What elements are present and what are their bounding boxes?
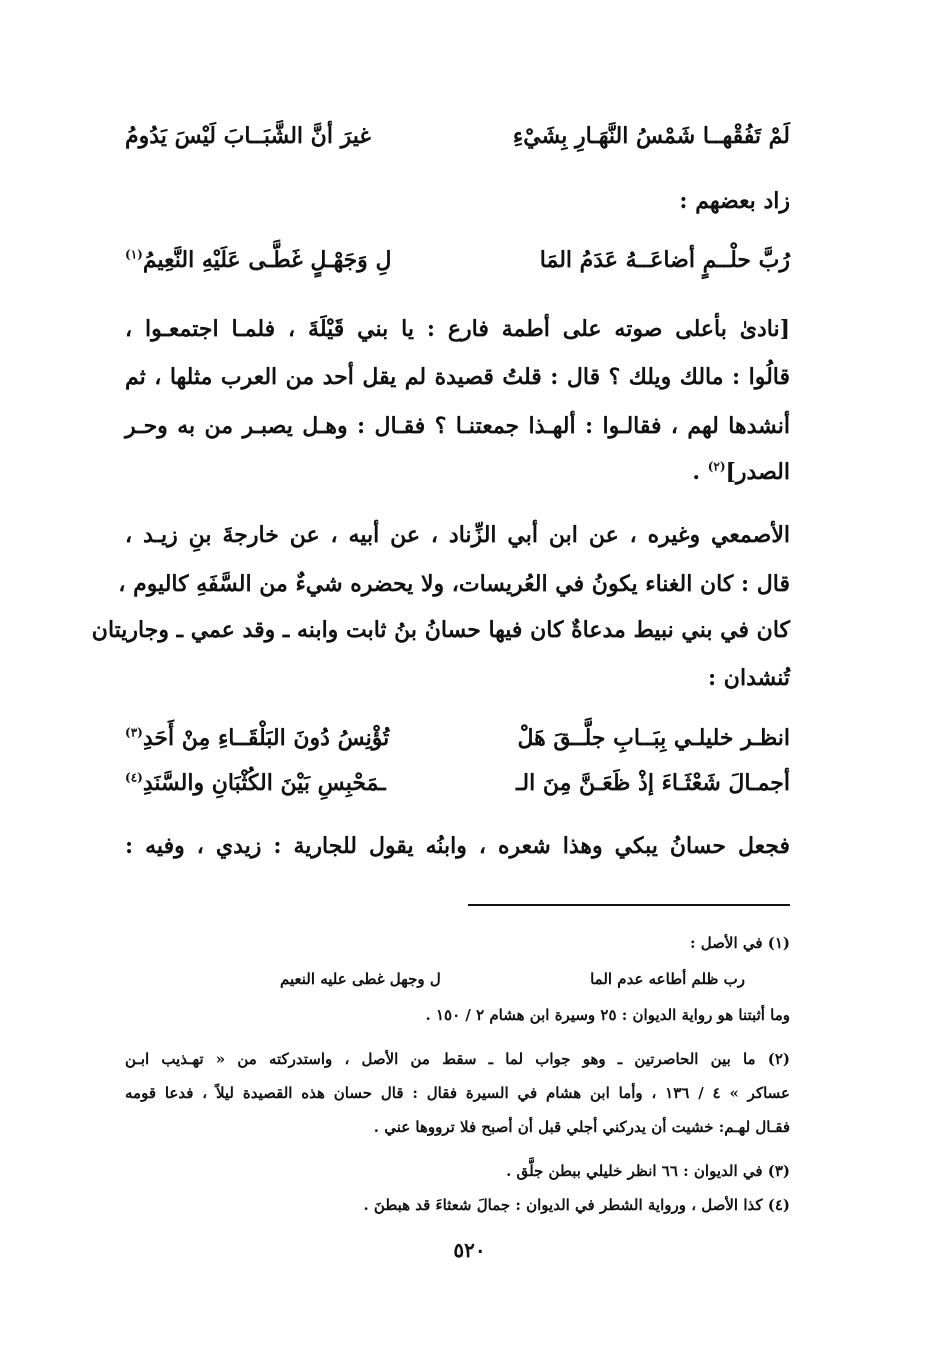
verse-first-hemistich: لَمْ تَفُقْهــا شَمْسُ النَّهَـارِ بِشَيْءِ (512, 123, 790, 149)
footnote-divider (468, 904, 790, 906)
text-line: تُنشدان : (708, 665, 790, 691)
footnote-marker: (٣) (125, 725, 143, 740)
text-line: قالُوا : مالك ويلك ؟ قال : قلتُ قصيدة لم يقل أحد من العرب مثلها ، ثم (125, 364, 790, 390)
text-line: قال : كان الغناء يكونُ في العُريسات، ولا يحضره شيءٌ من السَّفَهِ كاليوم ، (118, 571, 790, 597)
text-segment: الصدر] (725, 459, 790, 485)
text-line: كان في بني نبيط مدعاةٌ كان فيها حسانُ بنُ ثابت وابنه ـ وقد عمي ـ وجاريتان (91, 617, 790, 643)
verse-first-hemistich: أجمـالَ شَعْثَـاءَ إذْ ظَعَـنَّ مِنَ الـ (515, 770, 790, 796)
footnote-marker: (٤) (125, 770, 143, 785)
text-line: [نادىٰ بأعلى صوته على أطمة فارع : يا بني قَيْلَةَ ، فلمـا اجتمعـوا ، (125, 316, 790, 342)
verse-second-hemistich (125, 770, 386, 796)
footnote-line: (٣) في الديوان : ٦٦ انظر خليلي ببطن جلَّق . (506, 1162, 790, 1180)
footnote-marker: (٢) (707, 459, 726, 474)
text-line (125, 452, 790, 492)
footnote-line: عساكر » ٤ / ١٣٦ ، وأما ابن هشام في السيرة فقال : قال حسان هذه القصيدة ليلاً ، فدعا قومه (125, 1084, 790, 1102)
footnote-line: وما أثبتنا هو رواية الديوان : ٢٥ وسيرة ابن هشام ٢ / ١٥٠ . (425, 1006, 790, 1024)
verse-second-hemistich (125, 247, 391, 273)
footnote-line: (٢) ما بين الحاصرتين ـ وهو جواب لما ـ سقط من الأصل ، واستدركته من « تهـذيب ابـن (125, 1050, 790, 1068)
verse-second-hemistich: غيرَ أنَّ الشَّبَــابَ لَيْسَ يَدُومُ (125, 123, 371, 149)
footnote-marker: (١) (125, 247, 143, 262)
verse-hemistich-text: لِ وَجَهْـلٍ غَطَّـى عَلَيْهِ النَّعِيمُ (142, 247, 392, 273)
verse-second-hemistich (125, 725, 389, 751)
text-segment: . (692, 459, 708, 485)
verse-line (125, 116, 790, 156)
text-line: الأصمعي وغيره ، عن ابن أبي الزِّناد ، عن أبيه ، عن خارجةَ بنِ زيـد ، (125, 522, 790, 548)
footnote-line: (٤) كذا الأصل ، ورواية الشطر في الديوان : جمالَ شعثاءَ قد هبطنَ . (363, 1196, 790, 1214)
verse-first-hemistich: انظـر خليلـي بِبَــابِ جلَّــقَ هَلْ (517, 725, 790, 751)
footnote-line: فقـال لهـم: خشيت أن يدركني أجلي قبل أن أصبح فلا ترووها عني . (373, 1118, 790, 1136)
verse-hemistich-text: ـمَحْبِسِ بَيْنَ الكُثْبَانِ والسَّنَدِ (142, 770, 386, 796)
verse-first-hemistich: رب ظلم أطاعه عدم الما (590, 970, 745, 988)
verse-hemistich-text: تُؤْنِسُ دُونَ البَلْقَــاءِ مِنْ أَحَدِ (142, 725, 390, 751)
text-line: أنشدها لهم ، فقالـوا : ألهـذا جمعتنـا ؟ فقـال : وهـل يصبـر من به وحـر (125, 413, 790, 439)
verse-line (125, 240, 790, 280)
verse-first-hemistich: رُبَّ حلْــمٍ أضاعَــهُ عَدَمُ المَا (539, 247, 790, 273)
verse-line (125, 718, 790, 758)
page-number: ٥٢٠ (453, 1238, 486, 1262)
verse-line (125, 763, 790, 803)
text-line: فجعل حسانُ يبكي وهذا شعره ، وابنُه يقول للجارية : زيدي ، وفيه : (125, 833, 790, 859)
verse-second-hemistich: ل وجهل غطى عليه النعيم (280, 970, 441, 988)
text-line: زاد بعضهم : (679, 188, 790, 214)
footnote-line: (١) في الأصل : (690, 934, 790, 952)
footnote-verse (280, 966, 745, 992)
